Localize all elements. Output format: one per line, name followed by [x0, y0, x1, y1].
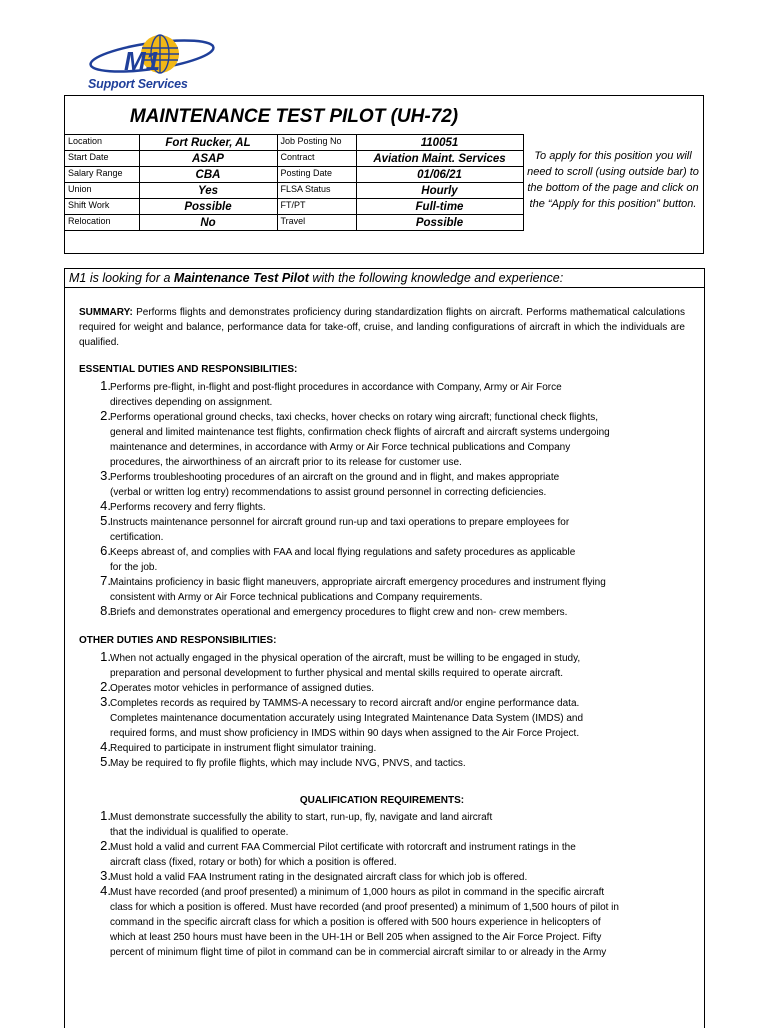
item-number: 2.: [100, 679, 111, 694]
list-item: [79, 885, 685, 960]
info-value: Possible: [356, 215, 523, 231]
item-line: consistent with Army or Air Force technical publications and Company requirements.: [110, 592, 483, 603]
info-label: Shift Work: [65, 199, 139, 215]
qualification-title: QUALIFICATION REQUIREMENTS:: [299, 795, 465, 806]
list-item: [79, 410, 685, 470]
intro-suffix: with the following knowledge and experience:: [308, 271, 564, 285]
logo-mark: M1: [124, 46, 161, 76]
item-line: Required to participate in instrument flight simulator training.: [110, 743, 377, 754]
item-line: (verbal or written log entry) recommendations to assist ground personnel in correcting deficiencies.: [110, 487, 547, 498]
list-item: [79, 575, 685, 605]
item-line: Must have recorded (and proof presented) a minimum of 1,000 hours as pilot in command in the specific aircraft: [110, 887, 605, 898]
other-duties-list: [79, 651, 685, 771]
item-number: 7.: [100, 573, 111, 588]
description-body: [79, 305, 685, 973]
item-line: Maintains proficiency in basic flight maneuvers, appropriate aircraft emergency procedures and instrument flying: [110, 577, 606, 588]
info-label: Union: [65, 183, 139, 199]
item-line: maintenance and determines, in accordance with Army or Air Force technical publications and Company: [110, 442, 571, 453]
essential-duties-list: [79, 380, 685, 620]
info-label: Posting Date: [277, 167, 356, 183]
item-line: Briefs and demonstrates operational and emergency procedures to flight crew and non- crew members.: [110, 607, 568, 618]
item-number: 6.: [100, 543, 111, 558]
item-number: 3.: [100, 868, 111, 883]
item-line: preparation and personal development to further physical and mental skills required to operate aircraft.: [110, 668, 564, 679]
item-number: 4.: [100, 883, 111, 898]
info-label: FT/PT: [277, 199, 356, 215]
item-line: Performs operational ground checks, taxi checks, hover checks on rotary wing aircraft; functional check flights,: [110, 412, 599, 423]
info-row: [65, 151, 523, 167]
info-value: CBA: [139, 167, 277, 183]
item-line: Instructs maintenance personnel for aircraft ground run-up and taxi operations to prepare employees for: [110, 517, 570, 528]
job-header-box: [64, 95, 704, 254]
item-line: general and limited maintenance test flights, confirmation check flights of aircraft and aircraft systems undergoing: [110, 427, 610, 438]
item-line: When not actually engaged in the physical operation of the aircraft, must be willing to be engaged in study,: [110, 653, 581, 664]
info-row: [65, 135, 523, 151]
info-row: [65, 215, 523, 231]
info-value: 110051: [356, 135, 523, 151]
info-value: 01/06/21: [356, 167, 523, 183]
item-number: 3.: [100, 694, 111, 709]
item-line: command in the specific aircraft class for which a position is offered with 500 hours experience in helicopters of: [110, 917, 601, 928]
item-line: Performs pre-flight, in-flight and post-flight procedures in accordance with Company, Army or Air Force: [110, 382, 562, 393]
item-line: Performs troubleshooting procedures of an aircraft on the ground and in flight, and makes appropriate: [110, 472, 560, 483]
list-item: [79, 470, 685, 500]
info-value: Yes: [139, 183, 277, 199]
list-item: [79, 810, 685, 840]
intro-line: [65, 269, 704, 288]
item-line: Keeps abreast of, and complies with FAA and local flying regulations and safety procedures as applicable: [110, 547, 576, 558]
item-line: Performs recovery and ferry flights.: [110, 502, 266, 513]
job-info-table: [65, 134, 524, 231]
summary-paragraph: [79, 305, 685, 350]
info-value: ASAP: [139, 151, 277, 167]
globe-icon: [82, 34, 222, 82]
list-item: [79, 605, 685, 620]
info-label: Job Posting No: [277, 135, 356, 151]
item-line: May be required to fly profile flights, which may include NVG, PNVS, and tactics.: [110, 758, 466, 769]
info-label: Contract: [277, 151, 356, 167]
item-line: required forms, and must show proficiency in IMDS within 90 days when assigned to the Air Force Project.: [110, 728, 580, 739]
list-item: [79, 840, 685, 870]
item-number: 4.: [100, 739, 111, 754]
item-line: percent of minimum flight time of pilot in command can be in commercial aircraft similar to or already in the Army: [110, 947, 607, 958]
other-duties-title: OTHER DUTIES AND RESPONSIBILITIES:: [79, 635, 277, 646]
list-item: [79, 756, 685, 771]
item-line: Must demonstrate successfully the ability to start, run-up, fly, navigate and land aircraft: [110, 812, 493, 823]
info-label: Location: [65, 135, 139, 151]
info-label: FLSA Status: [277, 183, 356, 199]
item-line: certification.: [110, 532, 164, 543]
info-value: Full-time: [356, 199, 523, 215]
item-line: class for which a position is offered. Must have recorded (and proof presented) a minimum of 1,500 hours of pilot in: [110, 902, 619, 913]
item-line: Operates motor vehicles in performance of assigned duties.: [110, 683, 375, 694]
list-item: [79, 870, 685, 885]
list-item: [79, 545, 685, 575]
item-number: 2.: [100, 838, 111, 853]
item-line: Completes maintenance documentation accurately using Integrated Maintenance Data System (IMDS) and: [110, 713, 584, 724]
item-number: 1.: [100, 649, 111, 664]
list-item: [79, 515, 685, 545]
info-value: Possible: [139, 199, 277, 215]
item-line: that the individual is qualified to operate.: [110, 827, 289, 838]
essential-duties-title: ESSENTIAL DUTIES AND RESPONSIBILITIES:: [79, 364, 298, 375]
item-line: for the job.: [110, 562, 158, 573]
item-number: 8.: [100, 603, 111, 618]
item-number: 5.: [100, 513, 111, 528]
list-item: [79, 681, 685, 696]
item-number: 1.: [100, 378, 111, 393]
list-item: [79, 651, 685, 681]
list-item: [79, 380, 685, 410]
info-label: Salary Range: [65, 167, 139, 183]
logo-name: Support Services: [88, 77, 188, 91]
list-item: [79, 696, 685, 741]
job-description-box: [64, 268, 705, 1028]
info-row: [65, 167, 523, 183]
summary-label: SUMMARY:: [79, 307, 133, 318]
item-number: 5.: [100, 754, 111, 769]
item-number: 2.: [100, 408, 111, 423]
summary-text: Performs flights and demonstrates proficiency during standardization flights on aircraft. Performs mathematical calculations required for weight and balance, performance data for take-off, cruise, and landing configurations of aircraft in which the individuals are qualified.: [79, 307, 685, 348]
info-label: Travel: [277, 215, 356, 231]
info-row: [65, 199, 523, 215]
item-line: aircraft class (fixed, rotary or both) for which a position is offered.: [110, 857, 397, 868]
item-number: 3.: [100, 468, 111, 483]
list-item: [79, 500, 685, 515]
qualification-list: [79, 810, 685, 960]
info-value: Fort Rucker, AL: [139, 135, 277, 151]
item-line: Completes records as required by TAMMS-A necessary to record aircraft and/or engine performance data.: [110, 698, 580, 709]
info-label: Start Date: [65, 151, 139, 167]
apply-instructions: To apply for this position you will need to scroll (using outside bar) to the bottom of the page and click on the “Apply for this position” button.: [527, 150, 699, 210]
info-label: Relocation: [65, 215, 139, 231]
company-logo: [82, 34, 222, 94]
info-value: No: [139, 215, 277, 231]
info-value: Hourly: [356, 183, 523, 199]
intro-prefix: M1 is looking for a: [69, 271, 174, 285]
item-line: Must hold a valid and current FAA Commercial Pilot certificate with rotorcraft and instrument ratings in the: [110, 842, 576, 853]
intro-role: Maintenance Test Pilot: [173, 271, 309, 285]
list-item: [79, 741, 685, 756]
job-title: MAINTENANCE TEST PILOT (UH-72): [129, 106, 459, 127]
item-line: which at least 250 hours must have been in the UH-1H or Bell 205 when assigned to the Air Force Project. Fifty: [110, 932, 602, 943]
item-number: 1.: [100, 808, 111, 823]
item-line: procedures, the airworthiness of an aircraft prior to its release for customer use.: [110, 457, 462, 468]
item-line: directives depending on assignment.: [110, 397, 273, 408]
item-line: Must hold a valid FAA Instrument rating in the designated aircraft class for which job is offered.: [110, 872, 528, 883]
item-number: 4.: [100, 498, 111, 513]
info-row: [65, 183, 523, 199]
info-value: Aviation Maint. Services: [356, 151, 523, 167]
